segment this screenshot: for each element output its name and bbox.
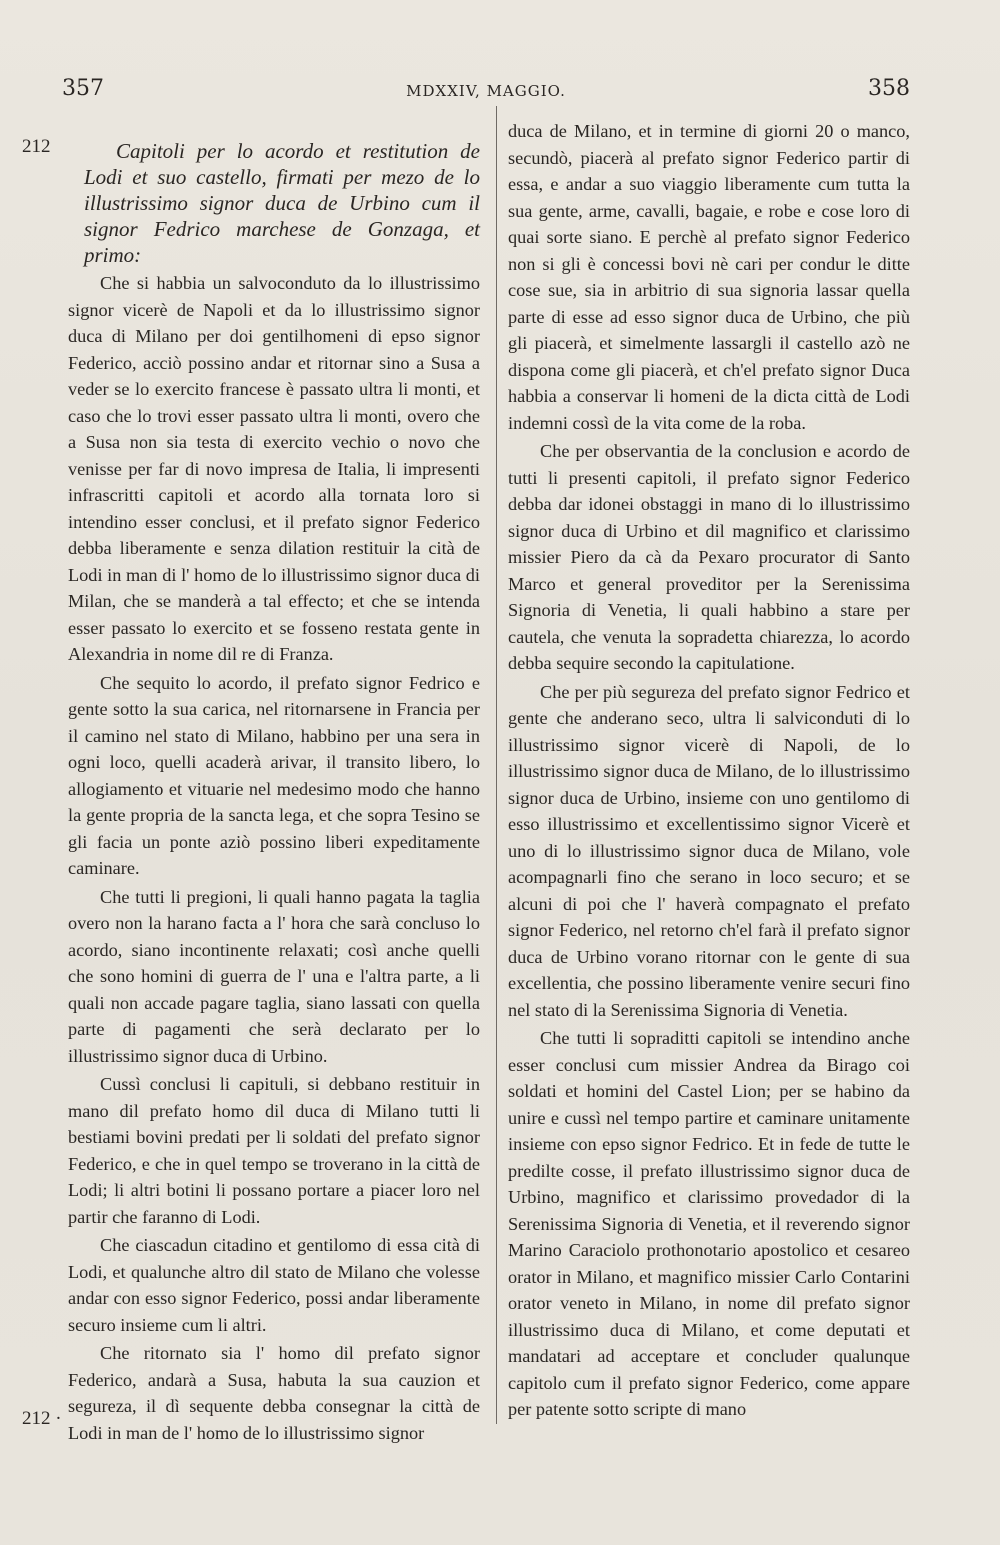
paragraph: Cussì conclusi li capituli, si debbano restituir in mano dil prefato homo dil duca di Milano tutti li bestiami bovini predati per li soldati del prefato signor Federico, e che in quel tempo se troverano in la città de Lodi; li altri botini li possano portare a piacer loro nel partir che faranno di Lodi. — [68, 1074, 480, 1227]
column-divider — [496, 106, 497, 1424]
paragraph-continued: duca de Milano, et in termine di giorni 20 o manco, secundò, piacerà al prefato signor Federico partir di essa, e andar a suo viaggio liberamente cum tutta la sua gente, arme, cavalli, bagaie, e robe e cose loro di quai sorte siano. E perchè al prefato signor Federico non si gli è concessi bovi nè cari per condur le ditte cose sue, sia in arbitrio di sua signoria lassar quella parte di esse ad esso signor duca de Urbino, che più gli piacerà, et simelmente lassargli il castello azò ne dispona come gli piacerà, et ch'el prefato signor Duca habbia a conservar li homeni de la dicta città de Lodi indemni cossì de la vita come de la roba. — [508, 121, 910, 433]
page-number-left: 357 — [62, 76, 104, 101]
margin-entry-number-bottom: 212 · — [22, 1408, 62, 1429]
paragraph: Che ritornato sia l' homo dil prefato signor Federico, andarà a Susa, habuta la sua cauzion et segureza, il dì sequente debba consegnar la città de Lodi in man de l' homo de lo illustrissimo signor — [68, 1343, 480, 1443]
left-column — [68, 138, 480, 1446]
page-header — [62, 76, 910, 110]
running-head: MDXXIV, MAGGIO. — [406, 82, 566, 100]
paragraph: Che ciascadun citadino et gentilomo di essa cità di Lodi, et qualunche altro dil stato de Milano che volesse andar con esso signor Federico, possi andar liberamente securo insieme cum li altri. — [68, 1235, 480, 1335]
right-column — [508, 118, 910, 1423]
paragraph: Che si habbia un salvoconduto da lo illustrissimo signor vicerè de Napoli et da lo illustrissimo signor duca di Milano per doi gentilhomeni di epso signor Federico, acciò possino andar et ritornar sino a Susa a veder se lo exercito francese è passato ultra li monti, et caso che lo trovi esser passato ultra li monti, overo che a Susa non sia testa di exercito vechio o novo che venisse per far di novo impresa de Italia, li impresenti infrascritti capitoli et acordo alla tornata loro si intendino esser conclusi, et il prefato signor Federico debba liberamente e senza dilation restituir la cità de Lodi in man di l' homo de lo illustrissimo signor duca di Milan, che se manderà a tal effecto; et che se intenda esser passato lo exercito et se fosseno restata gente in Alexandria in nome dil re di Franza. — [68, 273, 480, 664]
paragraph: Che sequito lo acordo, il prefato signor Fedrico e gente sotto la sua carica, nel ritornarsene in Francia per il camino nel stato di Milano, habbino per una sera in ogni loco, quelli acaderà arivar, il transito libero, lo allogiamento et vituarie nel medesimo modo che hanno la gente propria de la sancta lega, et che sopra Tesino se gli facia un ponte aziò possino liberi expeditamente caminare. — [68, 672, 480, 878]
margin-entry-number-top: 212 — [22, 136, 51, 157]
page-number-right: 358 — [868, 76, 910, 101]
paragraph: Che per più segureza del prefato signor Fedrico et gente che anderano seco, ultra li salviconduti di lo illustrissimo signor vicerè di Napoli, de lo illustrissimo signor duca de Milano, de lo illustrissimo signor duca de Urbino, insieme con uno gentilomo di esso illustrissimo et excellentissimo signor Vicerè et uno di lo illustrissimo signor duca de Milano, vole acompagnarli fino che serano in loco securo; et se alcuni di poi che l' haverà compagnato el prefato signor Federico, nel retorno ch'el farà il prefato signor duca de Urbino vorano ritornar con le gente di sua excellentia, che possino liberamente venire securi fino nel stato di la Serenissima Signoria di Venetia. — [508, 681, 910, 1020]
paragraph: Che per observantia de la conclusion e acordo de tutti li presenti capitoli, il prefato signor Federico debba dar idonei obstaggi in mano di lo illustrissimo signor duca di Urbino et dil magnifico et clarissimo missier Piero da cà da Pexaro procurator di Santo Marco et general proveditor per la Serenissima Signoria di Venetia, li quali habbino a stare per cautela, che venuta la sopradetta chiarezza, lo acordo debba sequire secondo la capitulatione. — [508, 441, 910, 673]
document-title: Capitoli per lo acordo et restitution de Lodi et suo castello, firmati per mezo de lo illustrissimo signor duca de Urbino cum il signor Fedrico marchese de Gonzaga, et primo: — [84, 139, 480, 267]
paragraph: Che tutti li pregioni, li quali hanno pagata la taglia overo non la harano facta a l' hora che sarà concluso lo acordo, siano incontinente relaxati; così anche quelli che sono homini di guerra de l' una e l'altra parte, a li quali non accade pagare taglia, siano lassati con quella parte di pagamenti che serà declarato per lo illustrissimo signor duca di Urbino. — [68, 886, 480, 1066]
paragraph: Che tutti li sopraditti capitoli se intendino anche esser conclusi cum missier Andrea da Birago coi soldati et homini del Castel Lion; per se habino da unire e cussì nel tempo partire et caminare unitamente insieme con epso signor Fedrico. Et in fede de tutte le predilte cosse, il prefato illustrissimo signor duca de Urbino, magnifico et clarissimo provedador di la Serenissima Signoria di Venetia, et il reverendo signor Marino Caraciolo prothonotario apostolico et cesareo orator in Milano, et magnifico missier Carlo Contarini orator veneto in Milano, in nome dil prefato signor illustrissimo duca di Milano, et come deputati et mandatari ad acceptare et concluder qualunque capitolo cum il prefato signor Federico, come appare per patente sotto scripte di mano — [508, 1028, 910, 1419]
